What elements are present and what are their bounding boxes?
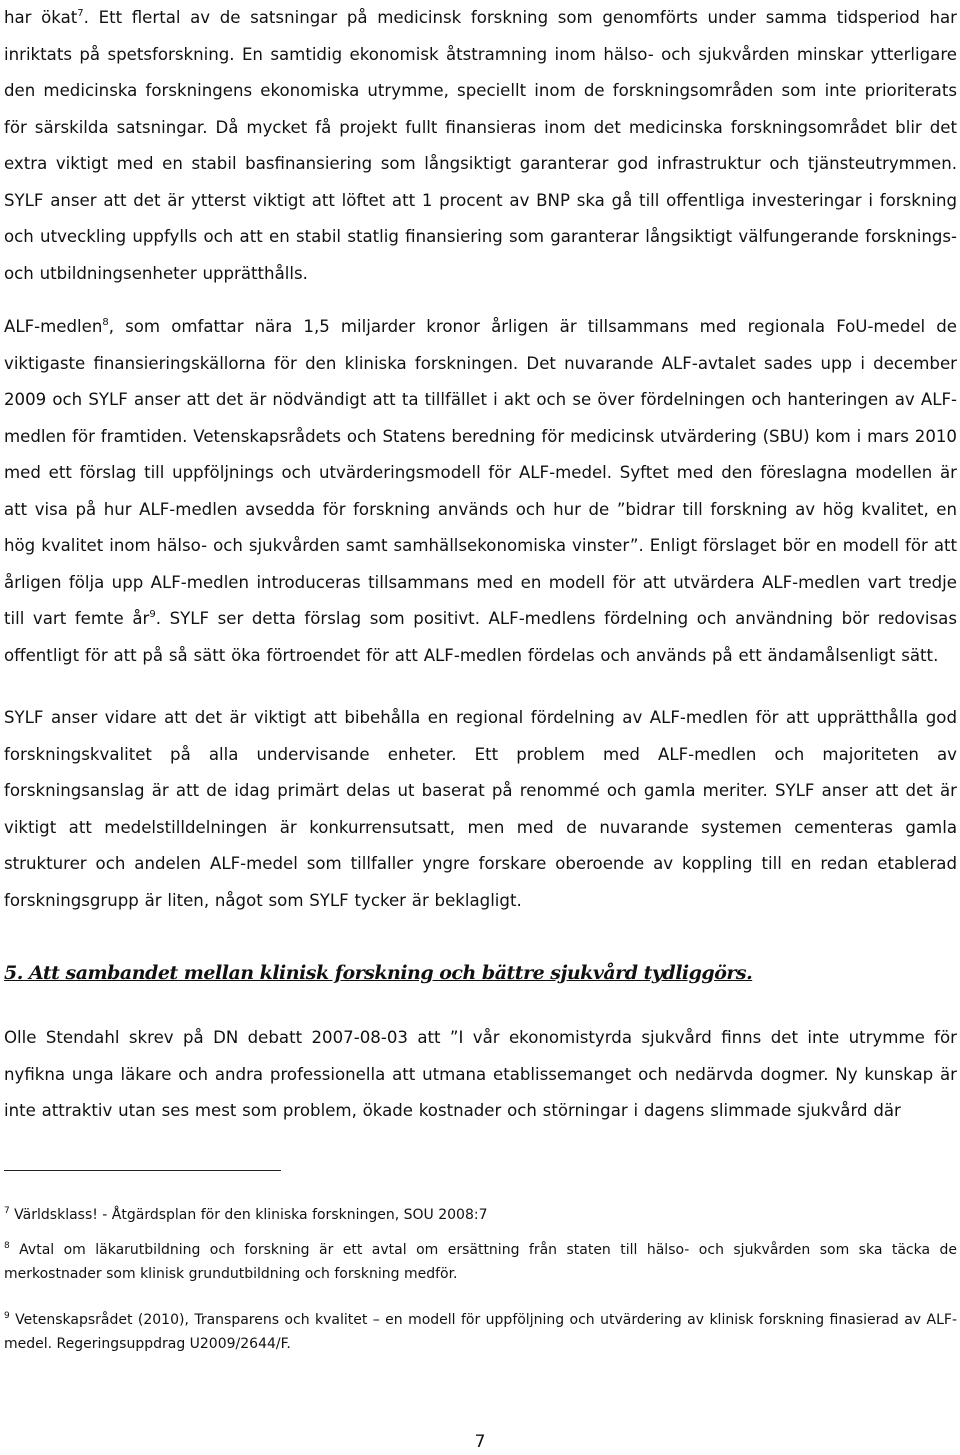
footnote-text: Avtal om läkarutbildning och forskning är ett avtal om ersättning från staten till hälso- och sjukvården som ska täcka de merkostnader som klinisk grundutbildning och forskning medför. bbox=[4, 1242, 957, 1282]
footnote-separator bbox=[4, 1170, 281, 1171]
footnote-number: 8 bbox=[4, 1241, 10, 1251]
paragraph-text: . SYLF ser detta förslag som positivt. ALF-medlens fördelning och användning bör redovisas offentligt för att på så sätt öka förtroendet för att ALF-medlen fördelas och används på ett ändamålsenligt sätt. bbox=[4, 609, 957, 665]
footnote-reference[interactable]: 9 bbox=[149, 609, 156, 620]
footnote-reference[interactable]: 7 bbox=[77, 8, 84, 19]
body-paragraph bbox=[4, 309, 957, 674]
body-paragraph bbox=[4, 0, 957, 292]
footnote-number: 9 bbox=[4, 1311, 10, 1321]
page-number: 7 bbox=[474, 1432, 486, 1452]
paragraph-text: ALF-medlen bbox=[4, 317, 103, 336]
section-heading: 5. Att sambandet mellan klinisk forskning och bättre sjukvård tydliggörs. bbox=[4, 962, 753, 984]
paragraph-text: . Ett flertal av de satsningar på medicinsk forskning som genomförts under samma tidsperiod har inriktats på spetsforskning. En samtidig ekonomisk åtstramning inom hälso- och sjukvården minskar ytterligare den medicinska forskningens ekonomiska utrymme, speciellt inom de forskningsområden som inte prioriterats för särskilda satsningar. Då mycket få projekt fullt finansieras inom det medicinska forskningsområdet blir det extra viktigt med en stabil basfinansiering som långsiktigt garanterar god infrastruktur och tjänsteutrymmen. SYLF anser att det är ytterst viktigt att löftet att 1 procent av BNP ska gå till offentliga investeringar i forskning och utveckling uppfylls och att en stabil statlig finansiering som garanterar långsiktigt välfungerande forsknings- och utbildningsenheter upprätthålls. bbox=[4, 8, 957, 283]
footnote bbox=[4, 1238, 957, 1286]
footnote-reference[interactable]: 8 bbox=[102, 317, 109, 328]
paragraph-text: har ökat bbox=[4, 8, 78, 27]
footnote bbox=[4, 1203, 957, 1227]
footnote bbox=[4, 1308, 957, 1356]
paragraph-text: , som omfattar nära 1,5 miljarder kronor årligen är tillsammans med regionala FoU-medel de viktigaste finansieringskällorna för den kliniska forskningen. Det nuvarande ALF-avtalet sades upp i december 2009 och SYLF anser att det är nödvändigt att ta tillfället i akt och se över fördelningen och hanteringen av ALF-medlen för framtiden. Vetenskapsrådets och Statens beredning för medicinsk utvärdering (SBU) kom i mars 2010 med ett förslag till uppföljnings och utvärderingsmodell för ALF-medel. Syftet med den föreslagna modellen är att visa på hur ALF-medlen avsedda för forskning används och hur de ”bidrar till forskning av hög kvalitet, en hög kvalitet inom hälso- och sjukvården samt samhällsekonomiska vinster”. Enligt förslaget bör en modell för att årligen följa upp ALF-medlen introduceras tillsammans med en modell för att utvärdera ALF-medlen vart tredje till vart femte år bbox=[4, 317, 957, 628]
body-paragraph: SYLF anser vidare att det är viktigt att bibehålla en regional fördelning av ALF-medlen för att upprätthålla god forskningskvalitet på alla undervisande enheter. Ett problem med ALF-medlen och majoriteten av forskningsanslag är att de idag primärt delas ut baserat på renommé och gamla meriter. SYLF anser att det är viktigt att medelstilldelningen är konkurrensutsatt, men med de nuvarande systemen cementeras gamla strukturer och andelen ALF-medel som tillfaller yngre forskare oberoende av koppling till en redan etablerad forskningsgrupp är liten, något som SYLF tycker är beklagligt. bbox=[4, 708, 957, 910]
footnote-text: Vetenskapsrådet (2010), Transparens och kvalitet – en modell för uppföljning och utvärdering av klinisk forskning finasierad av ALF-medel. Regeringsuppdrag U2009/2644/F. bbox=[4, 1312, 957, 1352]
footnote-number: 7 bbox=[4, 1206, 10, 1216]
footnote-text: Världsklass! - Åtgärdsplan för den kliniska forskningen, SOU 2008:7 bbox=[9, 1207, 488, 1223]
body-paragraph: Olle Stendahl skrev på DN debatt 2007-08-03 att ”I vår ekonomistyrda sjukvård finns det inte utrymme för nyfikna unga läkare och andra professionella att utmana etablissemanget och nedärvda dogmer. Ny kunskap är inte attraktiv utan ses mest som problem, ökade kostnader och störningar i dagens slimmade sjukvård där bbox=[4, 1028, 957, 1120]
